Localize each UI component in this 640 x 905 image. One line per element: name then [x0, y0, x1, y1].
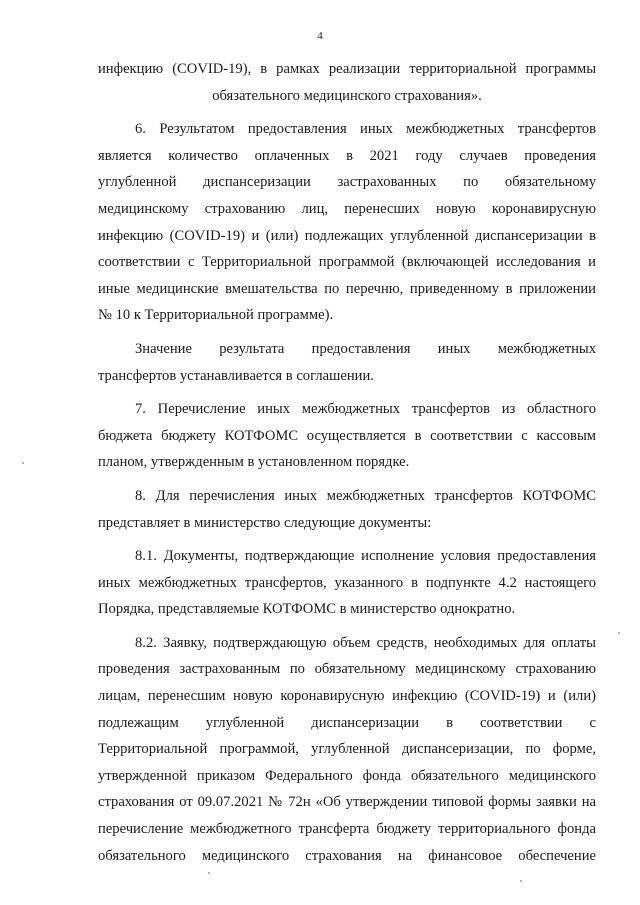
text-line: инфекцию (COVID-19), в рамках реализации территориальной программы [98, 61, 596, 77]
text-line: утвержденной приказом Федерального фонда обязательного медицинского [98, 767, 596, 784]
paragraph-p8 [98, 483, 596, 536]
paragraph-gap [98, 476, 596, 483]
paragraph-gap [98, 109, 596, 116]
scan-speck [208, 872, 210, 874]
text-line: Порядка, представляемые КОТФОМС в министерство однократно. [98, 601, 516, 618]
scan-speck [618, 632, 620, 634]
text-line: 8.1. Документы, подтверждающие исполнение условия предоставления [135, 548, 596, 565]
scan-speck [22, 462, 24, 464]
text-line: трансфертов устанавливается в соглашении. [98, 367, 374, 384]
paragraph-gap [98, 329, 596, 336]
text-line: Территориальной программой, углубленной диспансеризации, по форме, [98, 741, 596, 758]
paragraph-p7 [98, 396, 596, 476]
document-body [98, 56, 596, 869]
text-line: планом, утвержденным в установленном порядке. [98, 454, 410, 471]
paragraph-p81 [98, 543, 596, 623]
text-line: 7. Перечисление иных межбюджетных трансфертов из областного [135, 401, 596, 418]
paragraph-p6b [98, 336, 596, 389]
text-line: иных межбюджетных трансфертов, указанного в подпункте 4.2 настоящего [98, 574, 596, 591]
text-line: 8.2. Заявку, подтверждающую объем средств, необходимых для оплаты [135, 634, 596, 651]
text-line: является количество оплаченных в 2021 году случаев проведения [98, 147, 596, 164]
text-line: обязательного медицинского страхования на финансовое обеспечение [98, 847, 596, 864]
text-line: Значение результата предоставления иных межбюджетных [135, 340, 596, 357]
paragraph-p82 [98, 630, 596, 869]
text-line: обязательного медицинского страхования». [212, 87, 482, 104]
text-line: инфекцию (COVID-19) и (или) подлежащих углубленной диспансеризации в [98, 227, 596, 244]
text-line: 8. Для перечисления иных межбюджетных трансфертов КОТФОМС [135, 487, 596, 504]
scan-speck [520, 880, 522, 882]
page-number: 4 [317, 30, 323, 42]
text-line: лицам, перенесшим новую коронавирусную инфекцию (COVID-19) и (или) [98, 688, 596, 705]
text-line: 6. Результатом предоставления иных межбюджетных трансфертов [135, 121, 596, 138]
text-line: медицинскому страхованию лиц, перенесших новую коронавирусную [98, 200, 596, 217]
text-line: проведения застрахованным по обязательному медицинскому страхованию [98, 661, 596, 678]
text-line: представляет в министерство следующие документы: [98, 514, 432, 531]
text-line: углубленной диспансеризации застрахованных по обязательному [98, 174, 596, 191]
paragraph-gap [98, 623, 596, 630]
text-line: бюджета бюджету КОТФОМС осуществляется в соответствии с кассовым [98, 427, 596, 444]
paragraph-gap [98, 389, 596, 396]
text-line: соответствии с Территориальной программой (включающей исследования и [98, 254, 596, 271]
text-line: № 10 к Территориальной программе). [98, 307, 334, 324]
text-line: перечисление межбюджетного трансферта бюджету территориального фонда [98, 821, 596, 838]
paragraph-p6 [98, 116, 596, 329]
paragraph-cont [98, 56, 596, 109]
text-line: подлежащим углубленной диспансеризации в соответствии с [98, 714, 596, 731]
paragraph-gap [98, 536, 596, 543]
text-line: иные медицинские вмешательства по перечню, приведенному в приложении [98, 280, 596, 297]
text-line: страхования от 09.07.2021 № 72н «Об утверждении типовой формы заявки на [98, 794, 596, 811]
